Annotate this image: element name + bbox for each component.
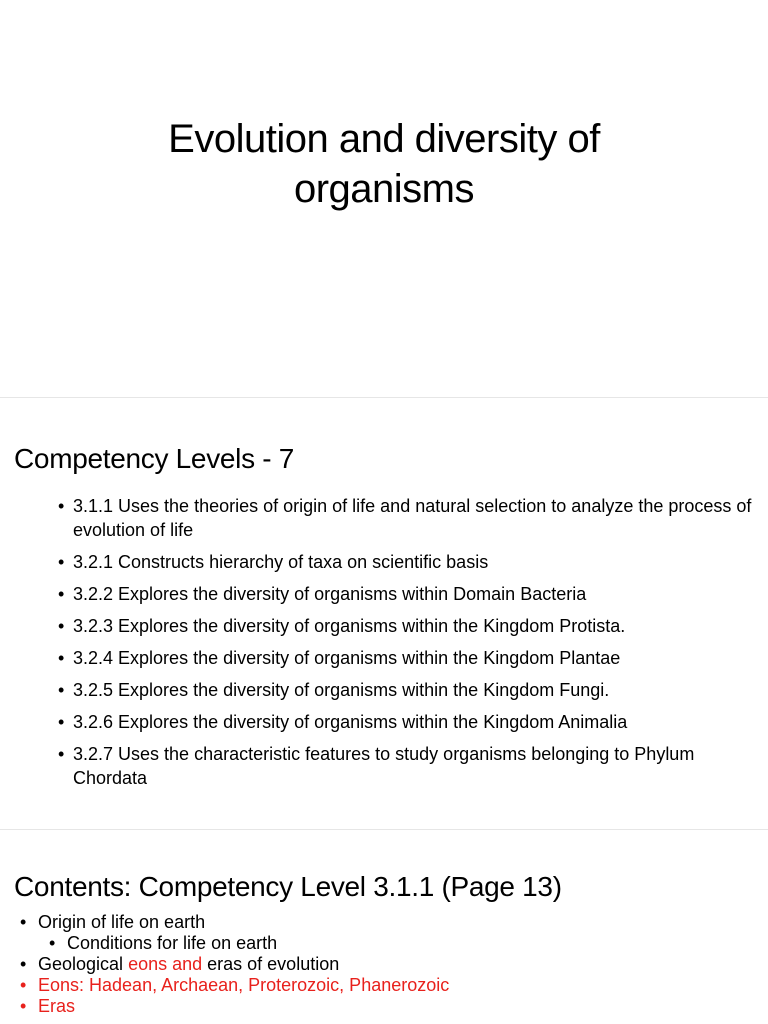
slide-title	[0, 114, 768, 214]
contents-item-geological	[20, 954, 760, 975]
contents-item-origin-of-life: • Origin of life on earth	[20, 912, 760, 933]
contents-item-eras: • Eras	[20, 996, 760, 1017]
title-slide	[0, 0, 768, 398]
competency-item-3-2-3: • 3.2.3 Explores the diversity of organisms within the Kingdom Protista.	[58, 614, 758, 638]
contents-heading: Contents: Competency Level 3.1.1 (Page 13)	[14, 871, 562, 902]
competency-item-3-2-4: • 3.2.4 Explores the diversity of organisms within the Kingdom Plantae	[58, 646, 758, 670]
contents-item-geological-highlight: eons and	[128, 954, 203, 974]
slide-title-line-2: organisms	[293, 167, 474, 211]
competency-item-3-2-1: • 3.2.1 Constructs hierarchy of taxa on scientific basis	[58, 550, 758, 574]
contents-item-geological-text-2: eras of evolution	[202, 954, 340, 974]
competency-item-3-2-2: • 3.2.2 Explores the diversity of organisms within Domain Bacteria	[58, 582, 758, 606]
contents-item-geological-text-1: Geological	[38, 954, 129, 974]
contents-item-eons: • Eons: Hadean, Archaean, Proterozoic, Phanerozoic	[20, 975, 760, 996]
slide-title-line-1: Evolution and diversity of	[168, 117, 600, 161]
contents-subitem-conditions: • Conditions for life on earth	[49, 933, 760, 954]
contents-slide	[0, 830, 768, 1024]
competency-item-3-2-6: • 3.2.6 Explores the diversity of organisms within the Kingdom Animalia	[58, 710, 758, 734]
contents-list	[20, 912, 760, 1017]
competency-list	[58, 494, 758, 798]
competency-item-3-1-1: • 3.1.1 Uses the theories of origin of life and natural selection to analyze the process of evolution of life	[58, 494, 758, 542]
competency-heading: Competency Levels - 7	[14, 443, 295, 474]
competency-item-3-2-5: • 3.2.5 Explores the diversity of organisms within the Kingdom Fungi.	[58, 678, 758, 702]
competency-item-3-2-7: • 3.2.7 Uses the characteristic features to study organisms belonging to Phylum Chordata	[58, 742, 758, 790]
competency-levels-slide	[0, 398, 768, 830]
